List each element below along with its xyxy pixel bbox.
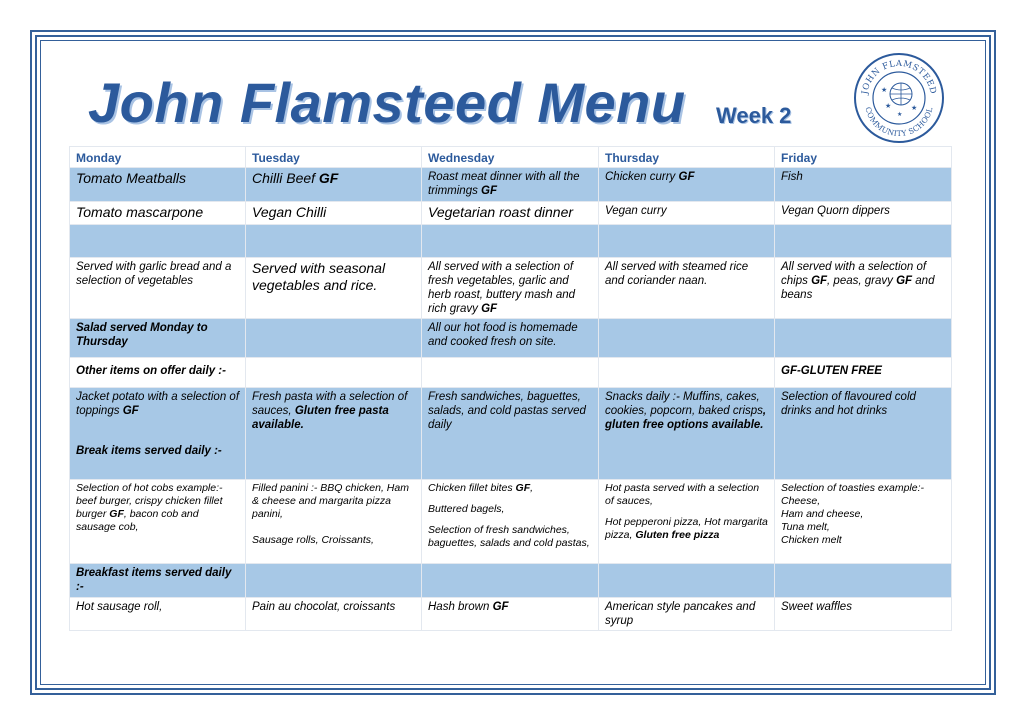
main-thursday: Chicken curry GF bbox=[599, 168, 775, 202]
break-monday: Selection of hot cobs example:- beef burger, crispy chicken fillet burger GF, bacon cob and sausage cob, bbox=[70, 480, 246, 564]
veg-monday: Tomato mascarpone bbox=[70, 202, 246, 225]
salad-row bbox=[70, 319, 952, 358]
breakfast-label: Breakfast items served daily :- bbox=[70, 564, 246, 598]
day-header-row bbox=[70, 147, 952, 168]
breakfast-wednesday: Hash brown GF bbox=[422, 598, 599, 631]
sides-monday: Served with garlic bread and a selection of vegetables bbox=[70, 258, 246, 319]
menu-table bbox=[69, 146, 952, 631]
vegetarian-row bbox=[70, 202, 952, 225]
svg-text:★: ★ bbox=[885, 103, 892, 110]
main-monday: Tomato Meatballs bbox=[70, 168, 246, 202]
salad-label: Salad served Monday to Thursday bbox=[70, 319, 246, 358]
day-header-wednesday: Wednesday bbox=[422, 147, 599, 168]
breakfast-friday: Sweet waffles bbox=[775, 598, 952, 631]
svg-text:JOHN FLAMSTEED: JOHN FLAMSTEED bbox=[860, 58, 938, 96]
sides-thursday: All served with steamed rice and coriander naan. bbox=[599, 258, 775, 319]
sides-tuesday: Served with seasonal vegetables and rice. bbox=[246, 258, 422, 319]
day-header-tuesday: Tuesday bbox=[246, 147, 422, 168]
break-items-row bbox=[70, 480, 952, 564]
main-wednesday: Roast meat dinner with all the trimmings GF bbox=[422, 168, 599, 202]
veg-wednesday: Vegetarian roast dinner bbox=[422, 202, 599, 225]
veg-tuesday: Vegan Chilli bbox=[246, 202, 422, 225]
daily-thursday: Snacks daily :- Muffins, cakes, cookies, popcorn, baked crisps, gluten free options available. bbox=[599, 388, 775, 480]
break-label: Break items served daily :- bbox=[76, 445, 222, 457]
svg-text:★: ★ bbox=[881, 87, 888, 94]
main-tuesday: Chilli Beef GF bbox=[246, 168, 422, 202]
homemade-note: All our hot food is homemade and cooked fresh on site. bbox=[422, 319, 599, 358]
sides-friday: All served with a selection of chips GF, peas, gravy GF and beans bbox=[775, 258, 952, 319]
break-friday: Selection of toasties example:- Cheese, Ham and cheese, Tuna melt, Chicken melt bbox=[775, 480, 952, 564]
svg-text:COMMUNITY SCHOOL: COMMUNITY SCHOOL bbox=[863, 105, 935, 139]
breakfast-monday: Hot sausage roll, bbox=[70, 598, 246, 631]
breakfast-items-row bbox=[70, 598, 952, 631]
veg-thursday: Vegan curry bbox=[599, 202, 775, 225]
daily-monday: Jacket potato with a selection of toppings GF Break items served daily :- bbox=[70, 388, 246, 480]
sides-wednesday: All served with a selection of fresh vegetables, garlic and herb roast, buttery mash and rich gravy GF bbox=[422, 258, 599, 319]
daily-friday: Selection of flavoured cold drinks and hot drinks bbox=[775, 388, 952, 480]
daily-header-row bbox=[70, 358, 952, 388]
break-tuesday: Filled panini :- BBQ chicken, Ham & cheese and margarita pizza panini, Sausage rolls, Croissants, bbox=[246, 480, 422, 564]
day-header-thursday: Thursday bbox=[599, 147, 775, 168]
spacer-row bbox=[70, 225, 952, 258]
veg-friday: Vegan Quorn dippers bbox=[775, 202, 952, 225]
day-header-monday: Monday bbox=[70, 147, 246, 168]
svg-text:★: ★ bbox=[897, 112, 903, 118]
main-friday: Fish bbox=[775, 168, 952, 202]
sides-row bbox=[70, 258, 952, 319]
main-dish-row bbox=[70, 168, 952, 202]
break-wednesday: Chicken fillet bites GF, Buttered bagels, Selection of fresh sandwiches, baguettes, salads and cold pastas, bbox=[422, 480, 599, 564]
week-label: Week 2 bbox=[716, 103, 792, 128]
daily-tuesday: Fresh pasta with a selection of sauces, Gluten free pasta available. bbox=[246, 388, 422, 480]
daily-items-row bbox=[70, 388, 952, 480]
breakfast-tuesday: Pain au chocolat, croissants bbox=[246, 598, 422, 631]
daily-label: Other items on offer daily :- bbox=[70, 358, 246, 388]
break-thursday: Hot pasta served with a selection of sauces, Hot pepperoni pizza, Hot margarita pizza, Gluten free pizza bbox=[599, 480, 775, 564]
day-header-friday: Friday bbox=[775, 147, 952, 168]
breakfast-thursday: American style pancakes and syrup bbox=[599, 598, 775, 631]
svg-text:★: ★ bbox=[911, 105, 918, 112]
school-logo bbox=[853, 52, 945, 144]
daily-wednesday: Fresh sandwiches, baguettes, salads, and cold pastas served daily bbox=[422, 388, 599, 480]
menu-title: John Flamsteed Menu bbox=[88, 71, 686, 134]
gluten-free-key: GF-GLUTEN FREE bbox=[775, 358, 952, 388]
breakfast-header-row bbox=[70, 564, 952, 598]
